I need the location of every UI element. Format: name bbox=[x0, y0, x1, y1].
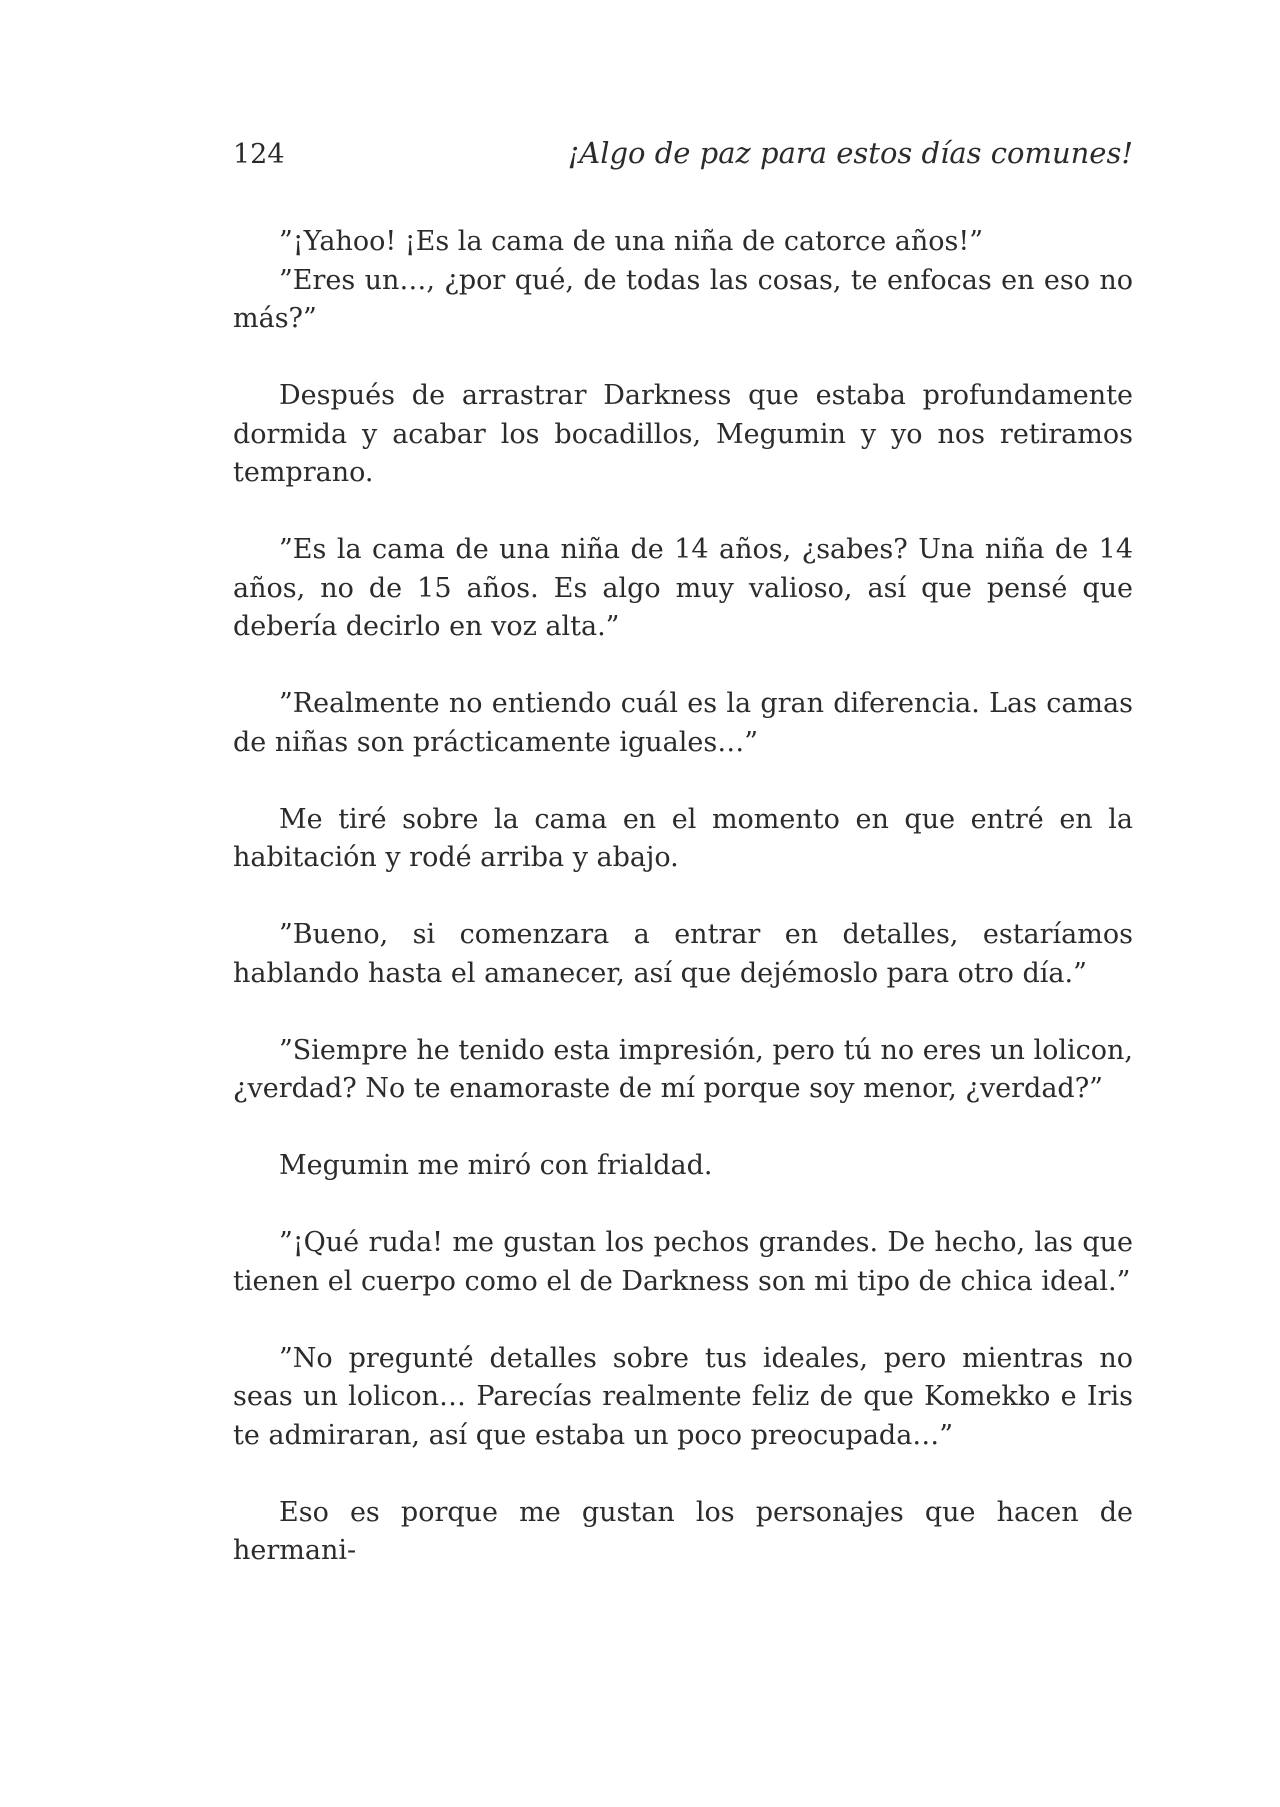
paragraph: ”Bueno, si comenzara a entrar en detalles, estaríamos hablando hasta el amanecer, así que dejémoslo para otro día.” bbox=[233, 919, 1133, 989]
page-number: 124 bbox=[233, 139, 285, 170]
paragraph: ”No pregunté detalles sobre tus ideales, pero mientras no seas un lolicon… Parecías realmente feliz de que Komekko e Iris te admiraran, así que estaba un poco preocupada…” bbox=[233, 1342, 1133, 1451]
paragraph: ”¡Yahoo! ¡Es la cama de una niña de catorce años!” bbox=[279, 226, 984, 257]
paragraph: ”Eres un…, ¿por qué, de todas las cosas, te enfocas en eso no más?” bbox=[233, 264, 1133, 334]
running-head bbox=[233, 133, 1133, 173]
paragraph: Megumin me miró con frialdad. bbox=[279, 1150, 713, 1181]
paragraph: ”Es la cama de una niña de 14 años, ¿sabes? Una niña de 14 años, no de 15 años. Es algo muy valioso, así que pensé que debería decirlo en voz alta.” bbox=[233, 534, 1133, 642]
paragraph: Eso es porque me gustan los personajes que hacen de hermani- bbox=[233, 1496, 1133, 1566]
paragraph: Después de arrastrar Darkness que estaba profundamente dormida y acabar los bocadillos, Megumin y yo nos retiramos temprano. bbox=[233, 380, 1133, 488]
paragraph: Me tiré sobre la cama en el momento en que entré en la habitación y rodé arriba y abajo. bbox=[233, 803, 1133, 873]
paragraph: ”¡Qué ruda! me gustan los pechos grandes. De hecho, las que tienen el cuerpo como el de Darkness son mi tipo de chica ideal.” bbox=[233, 1227, 1133, 1297]
paragraph: ”Siempre he tenido esta impresión, pero tú no eres un lolicon, ¿verdad? No te enamoraste de mí porque soy menor, ¿verdad?” bbox=[233, 1034, 1133, 1104]
body-text bbox=[233, 223, 1133, 1571]
running-title: ¡Algo de paz para estos días comunes! bbox=[567, 136, 1133, 170]
paragraph: ”Realmente no entiendo cuál es la gran diferencia. Las camas de niñas son prácticamente iguales…” bbox=[233, 688, 1133, 758]
